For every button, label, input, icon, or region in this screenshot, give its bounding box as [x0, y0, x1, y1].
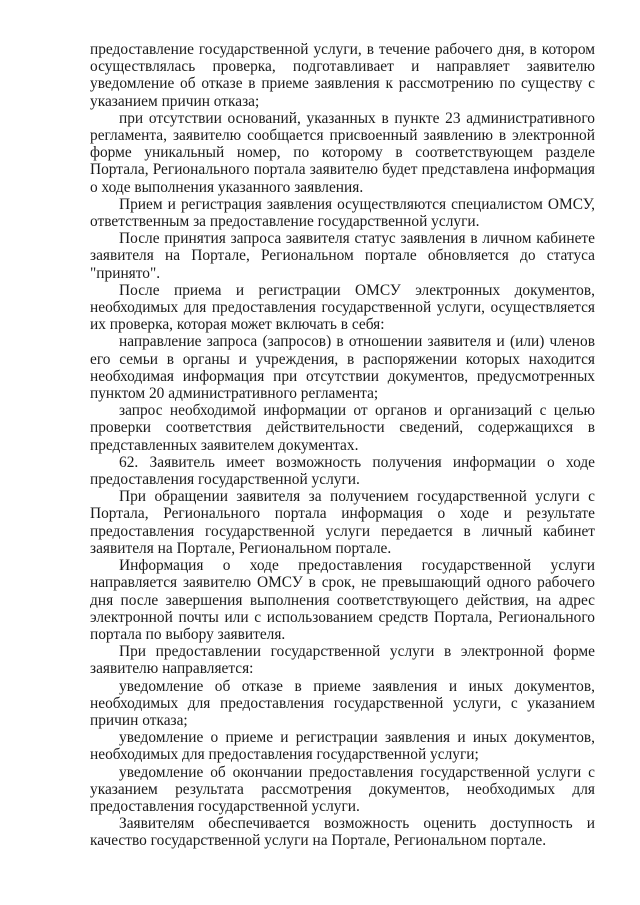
paragraph-portal-progress: При обращении заявителя за получением государственной услуги с Портала, Регионального портала информация о ходе и результате предоставления государственной услуги передается в личный кабинет заявителя на Портале, Региональном портале. — [90, 488, 595, 557]
paragraph-completion-notification: уведомление об окончании предоставления государственной услуги с указанием результата рассмотрения документов, необходимых для предоставления государственной услуги. — [90, 763, 595, 815]
paragraph-document-verification: После приема и регистрации ОМСУ электронных документов, необходимых для предоставления государственной услуги, осуществляется их проверка, которая может включать в себя: — [90, 281, 595, 334]
paragraph-refusal-notification: уведомление об отказе в приеме заявления и иных документов, необходимых для предоставления государственной услуги, с указанием причин отказа; — [90, 677, 595, 729]
paragraph-acceptance-notification: уведомление о приеме и регистрации заявления и иных документов, необходимых для предоставления государственной услуги; — [90, 729, 595, 764]
document-page — [90, 41, 595, 850]
paragraph-electronic-form-sent: При предоставлении государственной услуги в электронной форме заявителю направляется: — [90, 643, 595, 678]
paragraph-request-to-agencies: направление запроса (запросов) в отношении заявителя и (или) членов его семьи в органы и учреждения, в распоряжении которых находится необходимая информация при отсутствии документов, предусмотренных пунктом 20 административного регламента; — [90, 333, 595, 403]
paragraph-quality-assessment: Заявителям обеспечивается возможность оценить доступность и качество государственной услуги на Портале, Региональном портале. — [90, 815, 595, 850]
paragraph-unique-number: при отсутствии оснований, указанных в пункте 23 административного регламента, заявителю сообщается присвоенный заявлению в электронной форме уникальный номер, по которому в соответствующем разделе Портала, Регионального портала заявителю будет представлена информация о ходе выполнения указанного заявления. — [90, 109, 595, 196]
paragraph-progress-notification: Информация о ходе предоставления государственной услуги направляется заявителю ОМСУ в срок, не превышающий одного рабочего дня после завершения выполнения соответствующего действия, на адрес электронной почты или с использованием средств Портала, Регионального портала по выбору заявителя. — [90, 557, 595, 643]
paragraph-status-accepted: После принятия запроса заявителя статус заявления в личном кабинете заявителя на Портале, Региональном портале обновляется до статуса "принято". — [90, 230, 595, 282]
paragraph-item-62: 62. Заявитель имеет возможность получения информации о ходе предоставления государственной услуги. — [90, 453, 595, 489]
paragraph-information-request: запрос необходимой информации от органов и организаций с целью проверки соответствия действительности сведений, содержащихся в представленных заявителем документах. — [90, 402, 595, 454]
paragraph-registration-specialist: Прием и регистрация заявления осуществляются специалистом ОМСУ, ответственным за предоставление государственной услуги. — [90, 195, 595, 231]
paragraph-continued-refusal-notice: предоставление государственной услуги, в течение рабочего дня, в котором осуществлялась проверка, подготавливает и направляет заявителю уведомление об отказе в приеме заявления к рассмотрению по существу с указанием причин отказа; — [90, 41, 595, 110]
